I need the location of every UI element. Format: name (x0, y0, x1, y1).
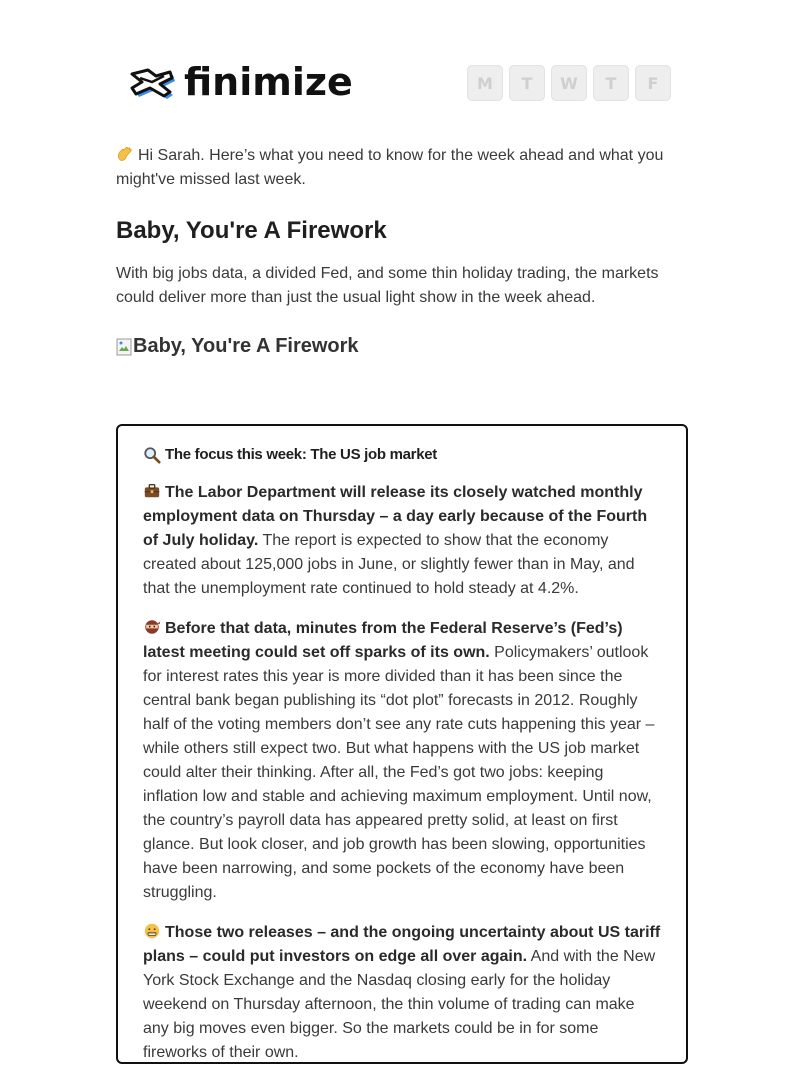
focus-paragraph (143, 481, 661, 601)
grimace-icon (143, 922, 161, 940)
focus-paragraph-text: The report is expected to show that the economy created about 125,000 jobs in June, or slightly fewer than in May, and that the unemployment rate continued to hold steady at 4.2%. (143, 532, 635, 597)
day-friday[interactable]: F (635, 65, 671, 101)
day-wednesday[interactable]: W (551, 65, 587, 101)
focus-paragraph-text: Policymakers’ outlook for interest rates this year is more divided than it has been since the central bank began publishing its “dot plot” forecasts in 2012. Roughly half of the voting members don’t see any rate cuts happening this year – while others still expect two. But what happens with the US job market could alter their thinking. After all, the Fed’s got two jobs: keeping inflation low and stable and achieving maximum employment. Until now, the country’s payroll data has appeared pretty solid, at least on first glance. But look closer, and job growth has been slowing, opportunities have been narrowing, and some pockets of the economy have been struggling. (143, 644, 655, 901)
day-monday[interactable]: M (467, 65, 503, 101)
focus-title (143, 442, 661, 468)
waving-hand-icon (116, 145, 134, 163)
focus-paragraph-bold: The Labor Department will release its closely watched monthly employment data on Thursday – a day early because of the Fourth of July holiday. (143, 484, 648, 549)
article-image-alt: Baby, You're A Firework (133, 335, 359, 357)
magnifying-glass-icon (143, 446, 161, 464)
ninja-icon (143, 618, 161, 636)
focus-paragraph-text: And with the New York Stock Exchange and the Nasdaq closing early for the holiday weekend on Thursday afternoon, the thin volume of trading can make any big moves even bigger. So the markets could be in for some fireworks of their own. (143, 948, 656, 1061)
article-subhead: With big jobs data, a divided Fed, and some thin holiday trading, the markets could deliver more than just the usual light show in the week ahead. (116, 265, 659, 306)
article-headline: Baby, You're A Firework (116, 217, 387, 244)
day-thursday[interactable]: T (593, 65, 629, 101)
finimize-logo[interactable] (126, 60, 353, 104)
briefcase-icon (143, 482, 161, 500)
focus-paragraph (143, 617, 661, 905)
focus-box (116, 424, 688, 1064)
focus-paragraph-bold: Those two releases – and the ongoing uncertainty about US tariff plans – could put investors on edge all over again. (143, 924, 661, 965)
broken-image-icon (116, 338, 132, 356)
day-tuesday[interactable]: T (509, 65, 545, 101)
focus-title-text: The focus this week: The US job market (165, 446, 437, 463)
greeting-text: Hi Sarah. Here’s what you need to know for the week ahead and what you might've missed last week. (116, 147, 664, 188)
greeting (116, 144, 686, 192)
article-image (116, 335, 359, 358)
logo-wordmark: finimize (184, 60, 353, 104)
weekday-tabs (467, 65, 677, 101)
logo-mark-icon (126, 62, 176, 102)
focus-paragraph (143, 921, 661, 1065)
focus-paragraph-bold: Before that data, minutes from the Federal Reserve’s (Fed’s) latest meeting could set off sparks of its own. (143, 620, 623, 661)
